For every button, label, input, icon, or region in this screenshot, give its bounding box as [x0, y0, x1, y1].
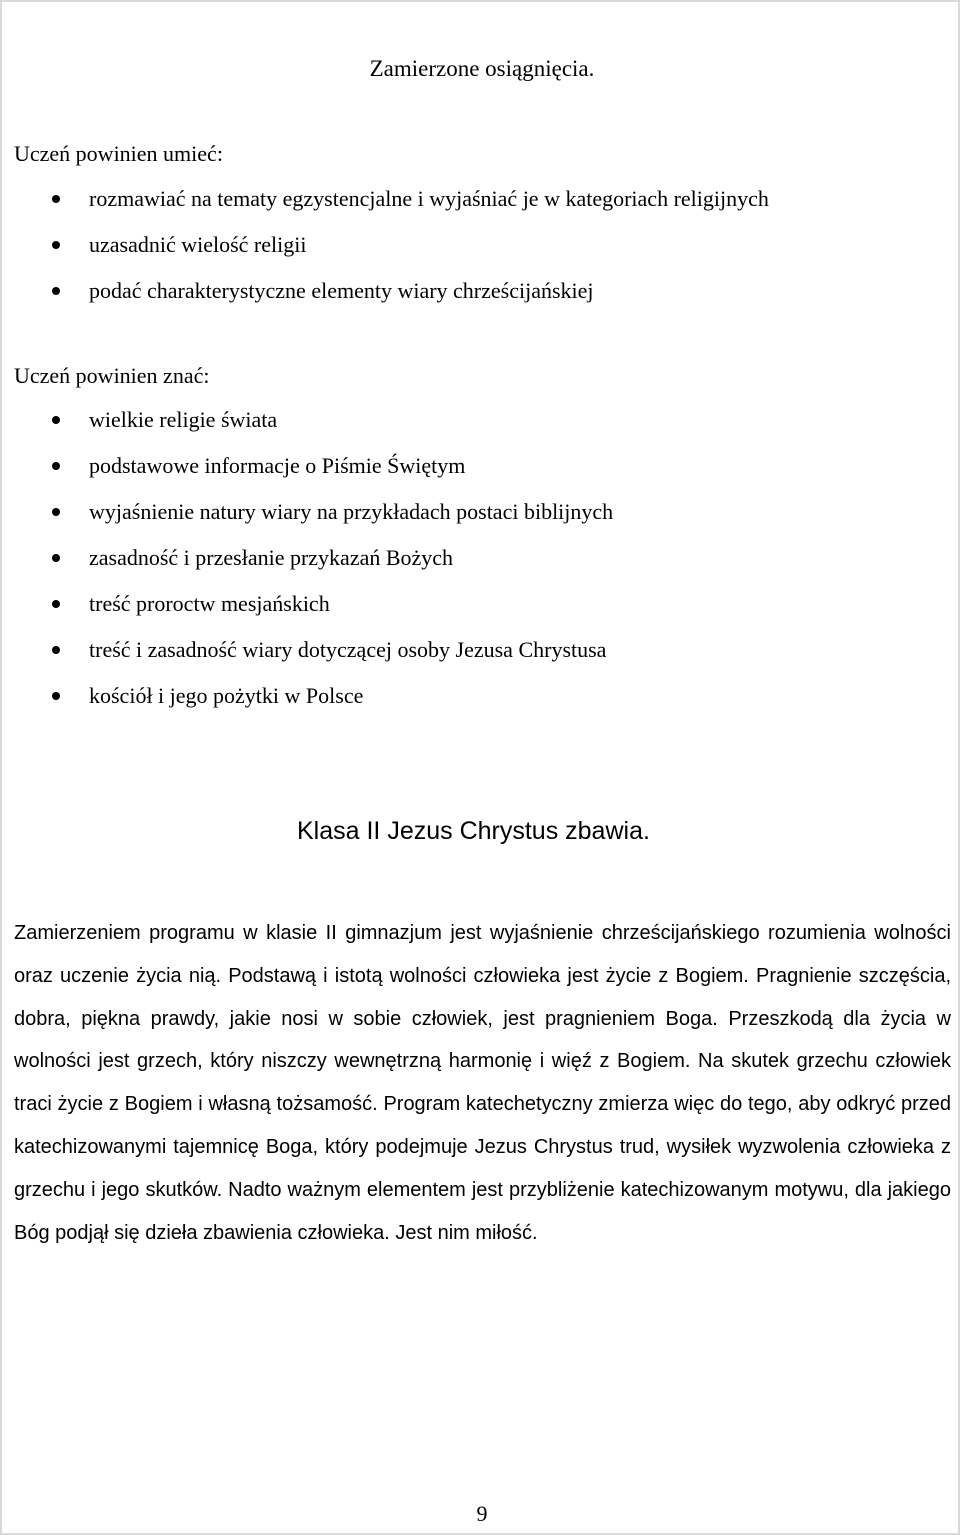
list-umiec [2, 185, 769, 323]
program-paragraph: Zamierzeniem programu w klasie II gimnazjum jest wyjaśnienie chrześcijańskiego rozumienia wolności oraz uczenie życia nią. Podstawą i istotą wolności człowieka jest życie z Bogiem. Pragnienie szczęścia, dobra, piękna prawdy, jakie nosi w sobie człowiek, jest pragnieniem Boga. Przeszkodą dla życia w wolności jest grzech, który niszczy wewnętrzną harmonię i więź z Bogiem. Na skutek grzechu człowiek traci życie z Bogiem i własną tożsamość. Program katechetyczny zmierza więc do tego, aby odkryć przed katechizowanymi tajemnicę Boga, który podejmuje Jezus Chrystus trud, wysiłek wyzwolenia człowieka z grzechu i jego skutków. Nadto ważnym elementem jest przybliżenie katechizowanym motywu, dla jakiego Bóg podjął się dzieła zbawienia człowieka. Jest nim miłość. [14, 922, 951, 1244]
list-item-text: treść proroctw mesjańskich [89, 591, 330, 616]
class-heading: Klasa II Jezus Chrystus zbawia. [297, 817, 650, 845]
list-item [2, 498, 613, 544]
list-item-text: uzasadnić wielość religii [89, 232, 307, 257]
list-item-text: rozmawiać na tematy egzystencjalne i wyjaśniać je w kategoriach religijnych [89, 186, 769, 211]
list-item [2, 231, 769, 277]
list-item-text: podać charakterystyczne elementy wiary chrześcijańskiej [89, 278, 594, 303]
list-item [2, 682, 613, 728]
list-item [2, 185, 769, 231]
list-item-text: treść i zasadność wiary dotyczącej osoby Jezusa Chrystusa [89, 637, 607, 662]
list-item [2, 636, 613, 682]
list-item [2, 590, 613, 636]
list-item-text: kościół i jego pożytki w Polsce [89, 683, 364, 708]
list-item [2, 452, 613, 498]
heading-umiec: Uczeń powinien umieć: [14, 141, 223, 166]
list-item [2, 544, 613, 590]
list-item-text: wyjaśnienie natury wiary na przykładach postaci biblijnych [89, 499, 614, 524]
bullet-icon [52, 287, 60, 295]
page-number: 9 [476, 1501, 488, 1526]
bullet-icon [52, 600, 60, 608]
list-item-text: wielkie religie świata [89, 407, 278, 432]
bullet-icon [52, 462, 60, 470]
list-item-text: podstawowe informacje o Piśmie Świętym [89, 453, 466, 478]
section-title: Zamierzone osiągnięcia. [369, 56, 595, 81]
list-znac [2, 406, 613, 728]
bullet-icon [52, 241, 60, 249]
bullet-icon [52, 692, 60, 700]
bullet-icon [52, 646, 60, 654]
bullet-icon [52, 416, 60, 424]
list-item [2, 406, 613, 452]
list-item-text: zasadność i przesłanie przykazań Bożych [89, 545, 454, 570]
list-item [2, 277, 769, 323]
bullet-icon [52, 195, 60, 203]
bullet-icon [52, 508, 60, 516]
bullet-icon [52, 554, 60, 562]
heading-znac: Uczeń powinien znać: [14, 363, 210, 388]
